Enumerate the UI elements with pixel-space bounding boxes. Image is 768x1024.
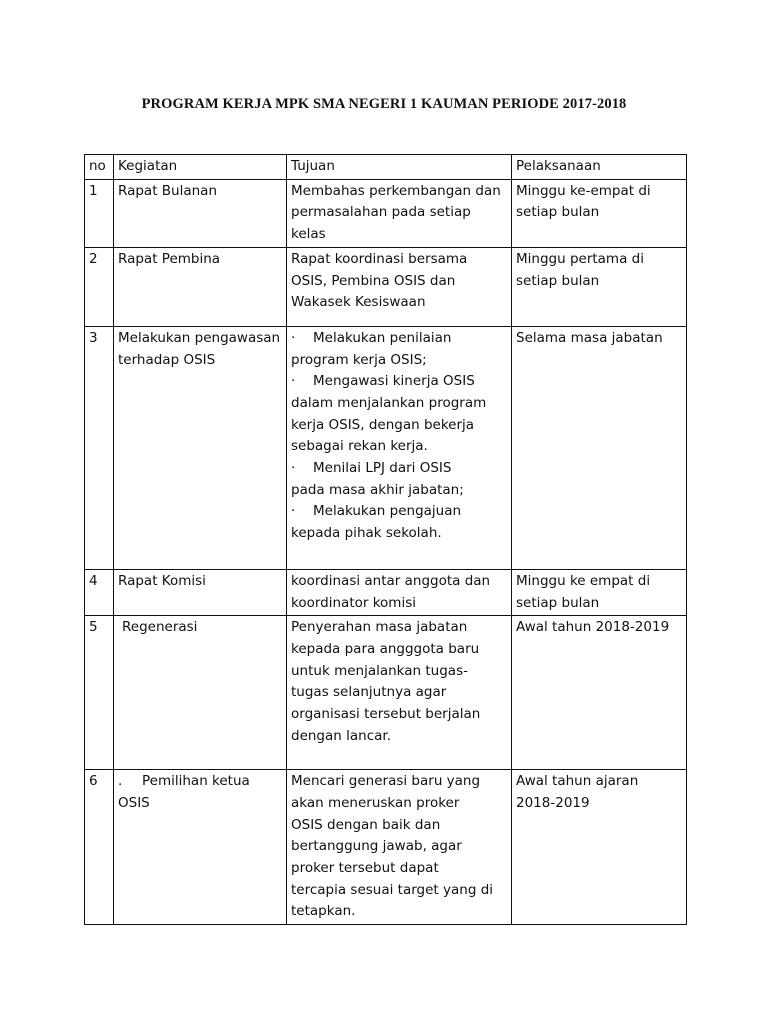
- kegiatan-text: Rapat Bulanan: [118, 182, 218, 199]
- tujuan-bullet-text: Mengawasi kinerja OSIS: [313, 373, 475, 390]
- kegiatan-text: OSIS: [118, 794, 150, 811]
- pelaksanaan-line: Awal tahun ajaran: [516, 773, 639, 790]
- row-number: 1: [85, 179, 114, 247]
- kegiatan-cell: [114, 247, 287, 326]
- tujuan-line: tercapia sesuai target yang di: [291, 881, 494, 898]
- kegiatan-cell: [114, 770, 287, 925]
- tujuan-line: permasalahan pada setiap: [291, 204, 471, 221]
- document-title: PROGRAM KERJA MPK SMA NEGERI 1 KAUMAN PERIODE 2017-2018: [141, 96, 627, 112]
- tujuan-line: koordinasi antar anggota dan: [291, 572, 491, 589]
- kegiatan-cell: [114, 326, 287, 569]
- table-row: [85, 770, 687, 925]
- row-number: 4: [85, 569, 114, 615]
- header-kegiatan: Kegiatan: [114, 155, 287, 180]
- kegiatan-cell: [114, 569, 287, 615]
- tujuan-line: sebagai rekan kerja.: [291, 438, 428, 455]
- pelaksanaan-cell: [512, 247, 687, 326]
- tujuan-line: Mencari generasi baru yang: [291, 773, 481, 790]
- kegiatan-text: Rapat Pembina: [118, 250, 221, 267]
- tujuan-cell: [287, 326, 512, 569]
- pelaksanaan-line: Minggu pertama di: [516, 250, 644, 267]
- table-header-row: [85, 155, 687, 180]
- tujuan-bullet-line: [291, 371, 508, 393]
- tujuan-line: OSIS dengan baik dan: [291, 816, 441, 833]
- pelaksanaan-line: 2018-2019: [516, 794, 590, 811]
- table-row: [85, 326, 687, 569]
- tujuan-line: dengan lancar.: [291, 727, 391, 744]
- tujuan-bullet-text: Melakukan penilaian: [313, 329, 452, 346]
- pelaksanaan-line: Minggu ke empat di: [516, 572, 651, 589]
- tujuan-bullet-text: Melakukan pengajuan: [313, 503, 462, 520]
- tujuan-line: OSIS, Pembina OSIS dan: [291, 272, 456, 289]
- row-number: 3: [85, 326, 114, 569]
- tujuan-line: Wakasek Kesiswaan: [291, 294, 426, 311]
- tujuan-line: Penyerahan masa jabatan: [291, 619, 468, 636]
- pelaksanaan-line: Minggu ke-empat di: [516, 182, 651, 199]
- list-dot: .: [118, 773, 123, 790]
- tujuan-bullet-line: [291, 501, 508, 523]
- tujuan-line: organisasi tersebut berjalan: [291, 706, 481, 723]
- tujuan-line: proker tersebut dapat: [291, 860, 439, 877]
- tujuan-bullet-line: [291, 458, 508, 480]
- tujuan-line: akan meneruskan proker: [291, 794, 460, 811]
- row-number: 2: [85, 247, 114, 326]
- bullet-dot: ·: [291, 329, 296, 346]
- tujuan-line: bertanggung jawab, agar: [291, 838, 462, 855]
- tujuan-line: kelas: [291, 226, 326, 243]
- tujuan-line: Membahas perkembangan dan: [291, 182, 501, 199]
- tujuan-cell: [287, 569, 512, 615]
- tujuan-cell: [287, 616, 512, 770]
- tujuan-line: kerja OSIS, dengan bekerja: [291, 416, 475, 433]
- pelaksanaan-cell: [512, 179, 687, 247]
- pelaksanaan-line: setiap bulan: [516, 272, 600, 289]
- table-row: [85, 247, 687, 326]
- tujuan-line: tugas selanjutnya agar: [291, 684, 447, 701]
- bullet-dot: ·: [291, 503, 296, 520]
- tujuan-bullet-text: Menilai LPJ dari OSIS: [313, 460, 452, 477]
- tujuan-line: untuk menjalankan tugas-: [291, 662, 468, 679]
- pelaksanaan-cell: [512, 770, 687, 925]
- header-tujuan: Tujuan: [287, 155, 512, 180]
- tujuan-line: program kerja OSIS;: [291, 351, 427, 368]
- bullet-dot: ·: [291, 373, 296, 390]
- tujuan-cell: [287, 179, 512, 247]
- tujuan-line: Rapat koordinasi bersama: [291, 250, 468, 267]
- program-table: [84, 154, 687, 925]
- pelaksanaan-cell: [512, 326, 687, 569]
- row-number: 6: [85, 770, 114, 925]
- kegiatan-cell: [114, 179, 287, 247]
- tujuan-cell: [287, 247, 512, 326]
- tujuan-line: tetapkan.: [291, 903, 356, 920]
- pelaksanaan-line: Awal tahun 2018-2019: [516, 619, 670, 636]
- pelaksanaan-line: setiap bulan: [516, 594, 600, 611]
- tujuan-bullet-line: [291, 328, 508, 350]
- row-number: 5: [85, 616, 114, 770]
- tujuan-line: kepada pihak sekolah.: [291, 525, 442, 542]
- kegiatan-text: Pemilihan ketua: [142, 773, 250, 790]
- kegiatan-cell: [114, 616, 287, 770]
- pelaksanaan-line: Selama masa jabatan: [516, 329, 663, 346]
- kegiatan-text: Regenerasi: [122, 619, 198, 636]
- table-row: [85, 616, 687, 770]
- table-row: [85, 179, 687, 247]
- kegiatan-text: Rapat Komisi: [118, 572, 206, 589]
- tujuan-line: dalam menjalankan program: [291, 394, 487, 411]
- kegiatan-dot-line: [118, 771, 283, 793]
- pelaksanaan-cell: [512, 616, 687, 770]
- tujuan-line: pada masa akhir jabatan;: [291, 481, 464, 498]
- bullet-dot: ·: [291, 460, 296, 477]
- tujuan-line: kepada para angggota baru: [291, 640, 480, 657]
- pelaksanaan-line: setiap bulan: [516, 204, 600, 221]
- kegiatan-text: Melakukan pengawasan: [118, 329, 281, 346]
- tujuan-cell: [287, 770, 512, 925]
- header-pelaksanaan: Pelaksanaan: [512, 155, 687, 180]
- table-row: [85, 569, 687, 615]
- pelaksanaan-cell: [512, 569, 687, 615]
- header-no: no: [85, 155, 114, 180]
- kegiatan-text: terhadap OSIS: [118, 351, 216, 368]
- tujuan-line: koordinator komisi: [291, 594, 416, 611]
